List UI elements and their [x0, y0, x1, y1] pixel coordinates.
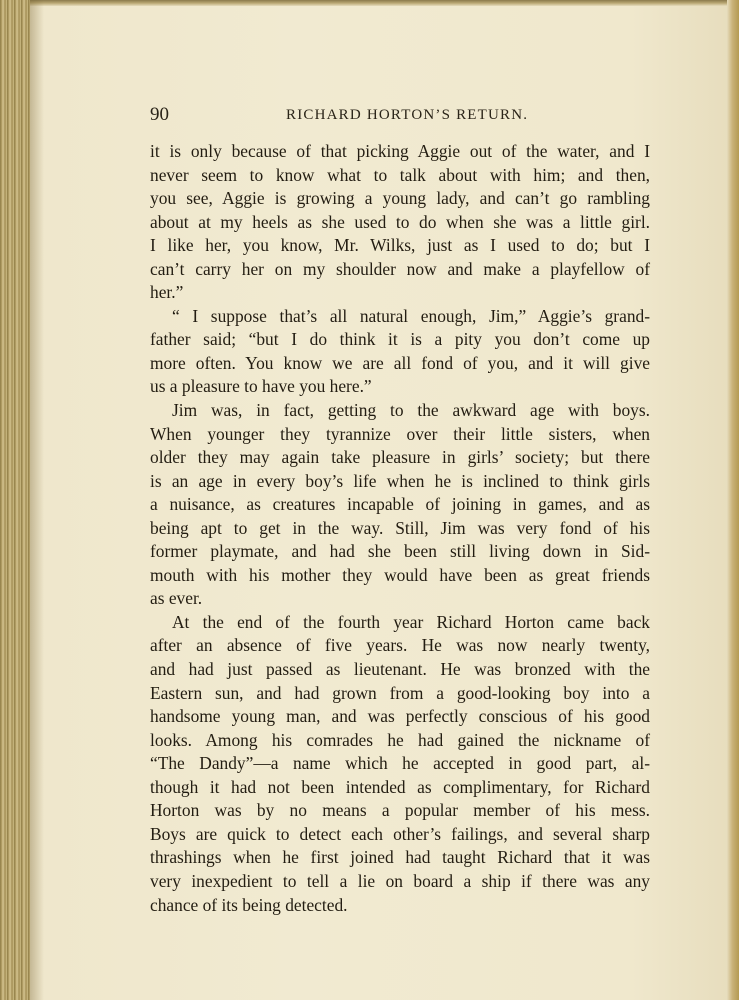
text-line: “ I suppose that’s all natural enough, Jim,” Aggie’s grand-	[172, 305, 650, 326]
text-line: can’t carry her on my shoulder now and make a playfellow of	[150, 258, 650, 279]
text-line: Boys are quick to detect each other’s failings, and several sharp	[150, 823, 650, 844]
page-header	[150, 104, 650, 130]
text-line: never seem to know what to talk about with him; and then,	[150, 164, 650, 185]
text-line: you see, Aggie is growing a young lady, and can’t go rambling	[150, 188, 650, 209]
text-line: being apt to get in the way. Still, Jim was very fond of his	[150, 517, 650, 538]
text-line: looks. Among his comrades he had gained the nickname of	[150, 729, 650, 750]
text-line: as ever.	[150, 588, 203, 609]
gutter-shadow	[30, 0, 44, 1000]
text-line: Jim was, in fact, getting to the awkward age with boys.	[172, 400, 650, 421]
text-line: more often. You know we are all fond of you, and it will give	[150, 352, 650, 373]
text-line: Horton was by no means a popular member of his mess.	[150, 800, 650, 821]
text-line: very inexpedient to tell a lie on board a ship if there was any	[150, 870, 650, 891]
text-line: though it had not been intended as complimentary, for Richard	[150, 776, 650, 797]
text-line: Eastern sun, and had grown from a good-looking boy into a	[150, 682, 650, 703]
text-line: When younger they tyrannize over their little sisters, when	[150, 423, 650, 444]
page-top-edge	[0, 0, 739, 6]
text-line: former playmate, and had she been still living down in Sid-	[150, 541, 650, 562]
text-line: about at my heels as she used to do when she was a little girl.	[150, 211, 650, 232]
text-line: older they may again take pleasure in girls’ society; but there	[150, 447, 650, 468]
text-line: chance of its being detected.	[150, 894, 348, 915]
text-line: a nuisance, as creatures incapable of joining in games, and as	[150, 494, 650, 515]
page-right-edge	[727, 0, 739, 1000]
text-line: after an absence of five years. He was now nearly twenty,	[150, 635, 650, 656]
text-line: handsome young man, and was perfectly conscious of his good	[150, 706, 650, 727]
text-line: mouth with his mother they would have been as great friends	[150, 564, 650, 585]
text-line: her.”	[150, 282, 184, 303]
text-line: it is only because of that picking Aggie out of the water, and I	[150, 141, 650, 161]
text-line: I like her, you know, Mr. Wilks, just as I used to do; but I	[150, 235, 650, 256]
text-line: At the end of the fourth year Richard Horton came back	[172, 611, 650, 632]
text-line: and had just passed as lieutenant. He was bronzed with the	[150, 659, 650, 680]
text-line: us a pleasure to have you here.”	[150, 376, 372, 397]
book-binding-gutter	[0, 0, 30, 1000]
page-number: 90	[150, 104, 169, 125]
text-line: thrashings when he first joined had taught Richard that it was	[150, 847, 650, 868]
running-title: RICHARD HORTON’S RETURN.	[286, 107, 529, 123]
text-line: is an age in every boy’s life when he is inclined to think girls	[150, 470, 650, 491]
text-line: father said; “but I do think it is a pity you don’t come up	[150, 329, 650, 350]
body-text	[150, 140, 650, 917]
text-line: “The Dandy”—a name which he accepted in good part, al-	[150, 753, 650, 774]
